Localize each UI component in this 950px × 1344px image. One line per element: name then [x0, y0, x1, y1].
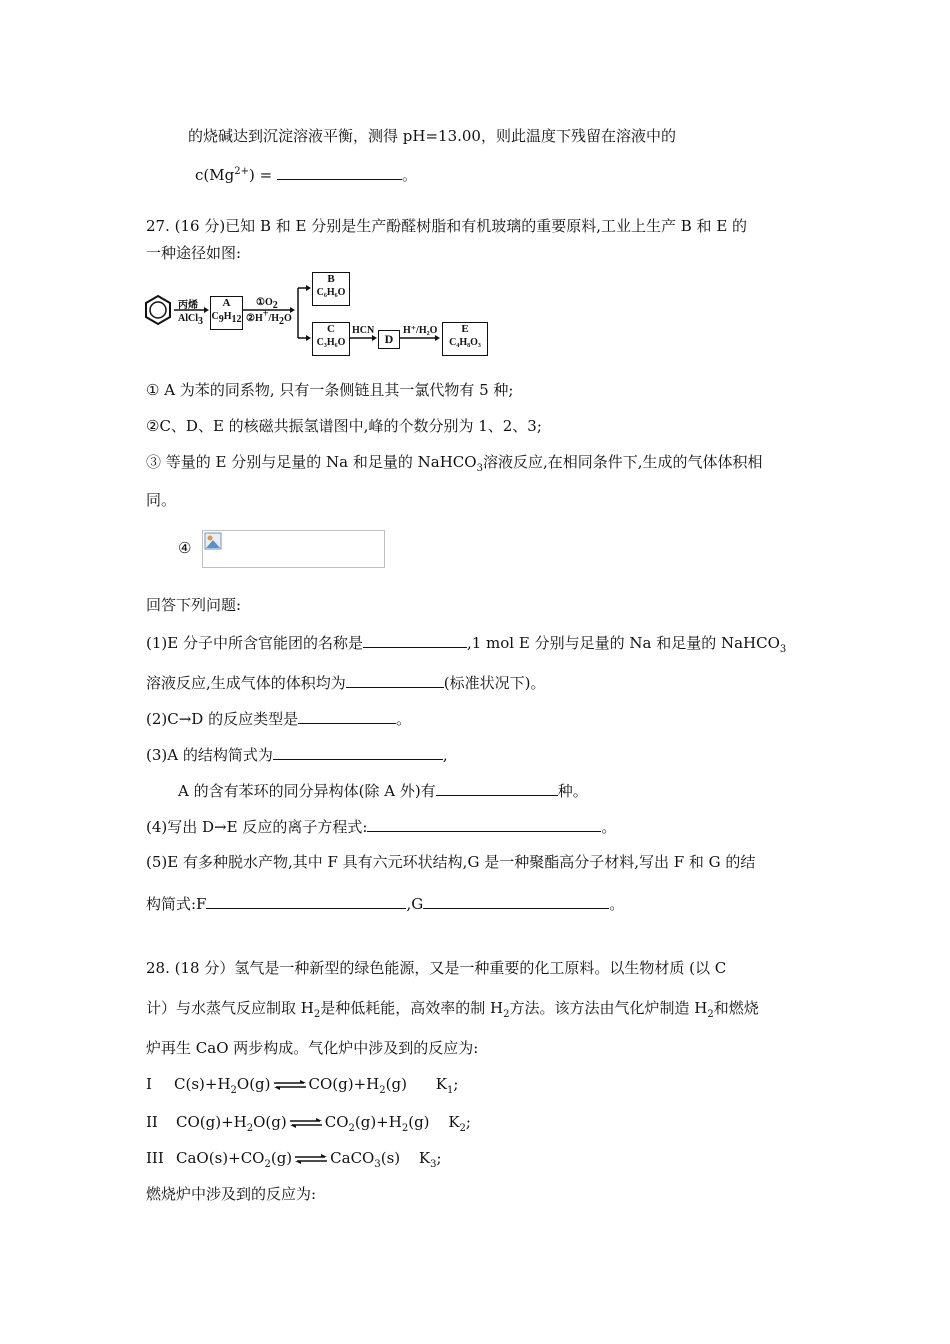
part-1-cont: 溶液反应,生成气体的体积均为 (标准状况下)。: [146, 674, 546, 692]
broken-image-icon: [204, 532, 224, 552]
answer-blank[interactable]: [206, 893, 406, 909]
compound-c-box: [312, 322, 350, 356]
reagent-hydrolysis: H⁺/H₂O: [403, 325, 438, 336]
benzene-icon: [146, 296, 170, 324]
info-1: ① A 为苯的同系物, 只有一条侧链且其一氯代物有 5 种;: [146, 381, 514, 399]
part-3-cont: A 的含有苯环的同分异构体(除 A 外)有 种。: [178, 782, 588, 800]
equilibrium-arrow-icon: [289, 1118, 323, 1128]
reagent-alcl3: AlCl$_3$: [178, 313, 203, 327]
part-4: (4)写出 D→E 反应的离子方程式: 。: [146, 818, 617, 836]
reagent-o2: $①O_2$: [256, 297, 278, 311]
answer-blank[interactable]: [346, 672, 444, 688]
answer-blank[interactable]: [436, 780, 558, 796]
reaction-1: I $C(s)+H_2O(g)$ $CO(g)+H_2(g)$ $K_1$;: [146, 1075, 459, 1096]
text-fragment: c(Mg: [195, 166, 235, 184]
part-2: (2)C→D 的反应类型是 。: [146, 710, 412, 728]
compound-d-box: [378, 330, 400, 349]
answer-blank[interactable]: [273, 744, 443, 760]
compound-a-label: A: [222, 297, 231, 309]
answer-blank[interactable]: [367, 816, 601, 832]
answer-blank[interactable]: [298, 708, 396, 724]
info-4-marker: ④: [178, 539, 192, 557]
answer-blank[interactable]: [423, 893, 609, 909]
answer-heading: 回答下列问题:: [146, 596, 242, 614]
part-5: (5)E 有多种脱水产物,其中 F 具有六元环状结构,G 是一种聚酯高分子材料,写出 F 和 G 的结: [146, 853, 756, 871]
reagent-hcn: HCN: [352, 325, 375, 336]
info-3: ③ 等量的 E 分别与足量的 Na 和足量的 NaHCO$_3$溶液反应,在相同条件下,生成的气体体积相: [146, 453, 763, 474]
part-3: (3)A 的结构简式为 ,: [146, 746, 448, 764]
question-28-last: 燃烧炉中涉及到的反应为:: [146, 1185, 317, 1203]
broken-image-placeholder: [202, 530, 385, 568]
text-fragment: 。: [401, 166, 417, 184]
question-27-header: 27. (16 分)已知 B 和 E 分别是生产酚醛树脂和有机玻璃的重要原料,工业上生产 B 和 E 的: [146, 217, 748, 235]
part-1: (1)E 分子中所含官能团的名称是 ,1 mol E 分别与足量的 Na 和足量的 NaHCO$_3$: [146, 634, 787, 655]
reagent-propene: 丙烯: [178, 300, 198, 311]
compound-e-formula: C₄H₈O₃: [449, 337, 481, 348]
compound-b-label: B: [327, 273, 335, 285]
compound-a-formula: $C_9H_{12}$: [211, 311, 242, 325]
compound-e-label: E: [461, 323, 469, 335]
question-28-header: 28. (18 分）氢气是一种新型的绿色能源，又是一种重要的化工原料。以生物材质 (以 C: [146, 959, 727, 977]
compound-b-box: [312, 272, 350, 306]
compound-d-label: D: [384, 332, 394, 346]
compound-b-formula: C₆H₆O: [316, 287, 346, 298]
answer-blank[interactable]: [363, 632, 467, 648]
info-2: ②C、D、E 的核磁共振氢谱图中,峰的个数分别为 1、2、3;: [146, 417, 542, 435]
reagent-acid-water: $②H^+/H_2O$: [246, 308, 292, 327]
compound-e-box: [442, 322, 488, 356]
question-27-header-cont: 一种途径如图:: [146, 244, 242, 262]
reaction-scheme: [140, 268, 500, 360]
equilibrium-arrow-icon: [273, 1080, 307, 1090]
part-5-cont: 构简式:F ,G 。: [146, 895, 625, 913]
compound-a-box: [210, 296, 243, 330]
info-3-cont: 同。: [146, 491, 177, 509]
reaction-3: III $CaO(s)+CO_2(g)$ CaCO$_3$(s) $K_3$;: [146, 1149, 442, 1170]
text-fragment: ) =: [248, 166, 273, 184]
question-28-line2: 计）与水蒸气反应制取 $H_2$是种低耗能，高效率的制 $H_2$方法。该方法由气化炉制造 $H_2$和燃烧: [146, 999, 759, 1020]
equilibrium-arrow-icon: [294, 1154, 328, 1164]
text-line: [195, 164, 417, 185]
text-line: 的烧碱达到沉淀溶液平衡，测得 pH=13.00，则此温度下残留在溶液中的: [188, 127, 676, 145]
superscript: 2+: [234, 166, 249, 177]
reaction-2: II $CO(g)+H_2O(g)$ $CO_2(g)+H_2(g)$ $K_2$;: [146, 1113, 471, 1134]
compound-c-label: C: [327, 323, 335, 335]
question-28-line3: 炉再生 CaO 两步构成。气化炉中涉及到的反应为:: [146, 1039, 479, 1057]
answer-blank[interactable]: [277, 164, 402, 180]
compound-c-formula: C₃H₆O: [316, 337, 346, 348]
